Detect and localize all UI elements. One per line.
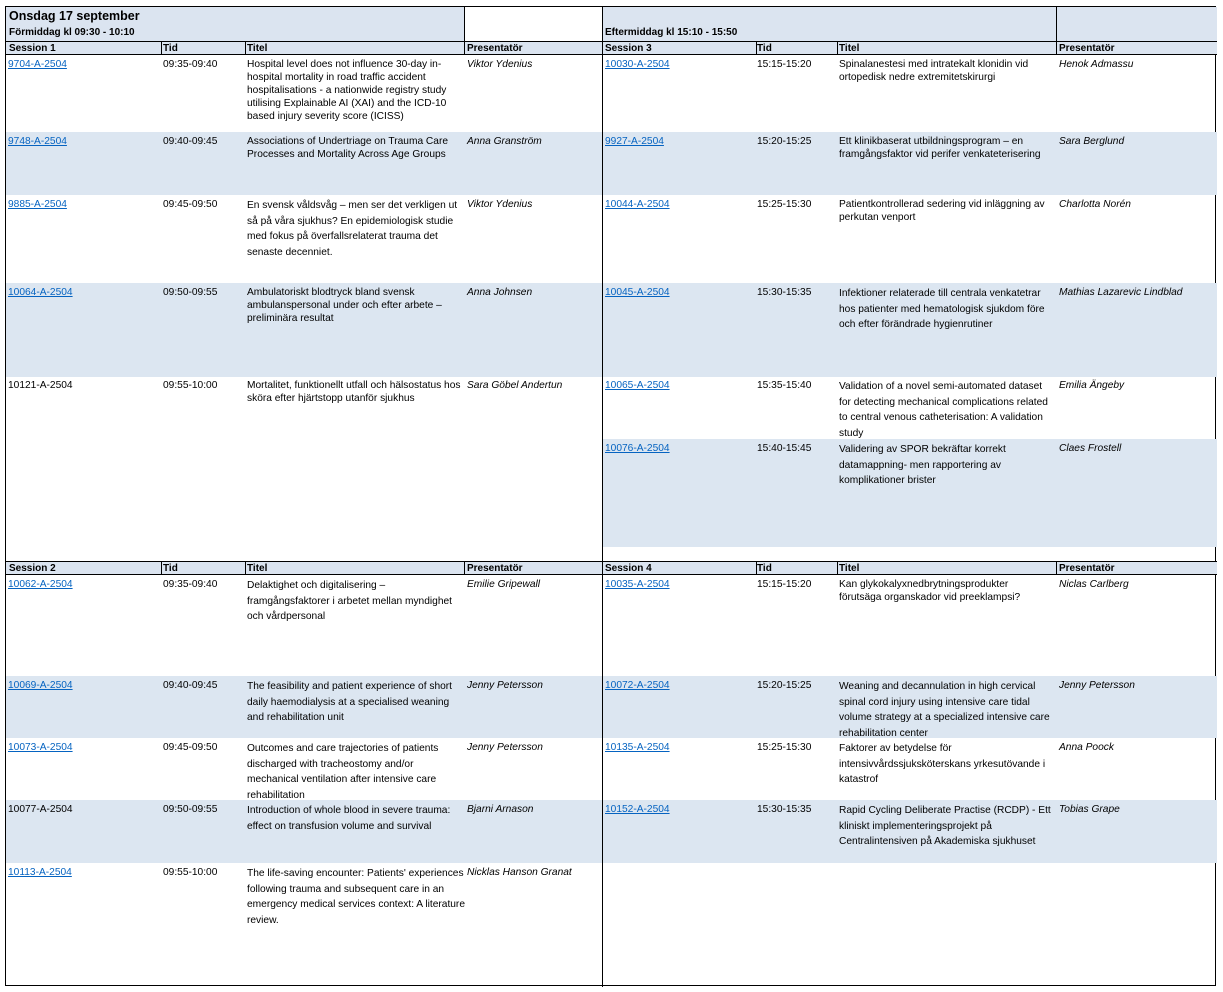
presenter-name: Anna Johnsen (467, 287, 533, 298)
table-row (6, 676, 602, 738)
afternoon-slot-label: Eftermiddag kl 15:10 - 15:50 (605, 27, 738, 38)
abstract-link[interactable]: 10152-A-2504 (605, 804, 670, 815)
time-slot: 15:30-15:35 (757, 287, 812, 298)
table-row (602, 55, 1217, 132)
presentation-title: Faktorer av betydelse för intensivvårdssjuksköterskans yrkesutövande i katastrof (839, 743, 1046, 785)
col-presenter-header: Presentatör (1059, 563, 1115, 574)
abstract-link[interactable]: 10072-A-2504 (605, 680, 670, 691)
presenter-name: Emilie Gripewall (467, 579, 541, 590)
divider (1056, 7, 1057, 41)
abstract-id: 10077-A-2504 (8, 804, 73, 815)
presentation-title: Validation of a novel semi-automated dataset for detecting mechanical complications related to central venous catheterisation: A validation study (839, 381, 1048, 439)
divider (161, 41, 162, 55)
session3-name: Session 3 (605, 43, 652, 54)
col-title-header: Titel (247, 563, 268, 574)
schedule-sheet (5, 6, 1216, 986)
abstract-link[interactable]: 9927-A-2504 (605, 136, 664, 147)
table-row (602, 439, 1217, 547)
time-slot: 09:55-10:00 (163, 380, 218, 391)
presenter-name: Jenny Petersson (467, 742, 543, 753)
abstract-link[interactable]: 9748-A-2504 (8, 136, 67, 147)
table-row (602, 132, 1217, 195)
presentation-title: En svensk våldsvåg – men ser det verkligen ut så på våra sjukhus? En epidemiologisk studie med fokus på överfallsrelaterat trauma det senaste decenniet. (247, 200, 458, 258)
presentation-title: Rapid Cycling Deliberate Practise (RCDP) - Ett kliniskt implementeringsprojekt på Centralintensiven på Akademiska sjukhuset (839, 805, 1051, 847)
table-row (6, 195, 602, 283)
abstract-link[interactable]: 10064-A-2504 (8, 287, 73, 298)
table-row (602, 738, 1217, 800)
table-row (6, 800, 602, 863)
abstract-id: 10121-A-2504 (8, 380, 73, 391)
divider (161, 561, 162, 575)
presentation-title: Hospital level does not influence 30-day in-hospital mortality in road traffic accident hospitalisations - a nationwide registry study utilising Explainable AI (XAI) and the ICD-10 based injury severity score (ICISS) (247, 59, 447, 122)
presentation-title: The feasibility and patient experience of short daily haemodialysis at a specialised weaning and rehabilitation unit (247, 681, 453, 723)
presenter-name: Niclas Carlberg (1059, 579, 1129, 590)
table-row (602, 195, 1217, 283)
time-slot: 09:40-09:45 (163, 136, 218, 147)
divider (464, 7, 465, 41)
table-row (602, 800, 1217, 863)
table-row (6, 132, 602, 195)
time-slot: 15:20-15:25 (757, 680, 812, 691)
col-title-header: Titel (247, 43, 268, 54)
divider (245, 41, 246, 55)
presenter-name: Emilia Ängeby (1059, 380, 1125, 391)
session1-name: Session 1 (9, 43, 56, 54)
presentation-title: Validering av SPOR bekräftar korrekt datamappning- men rapportering av komplikationer brister (839, 444, 1006, 486)
col-time-header: Tid (757, 43, 772, 54)
presenter-name: Anna Granström (467, 136, 542, 147)
divider (756, 561, 757, 575)
presenter-name: Charlotta Norén (1059, 199, 1131, 210)
abstract-link[interactable]: 10045-A-2504 (605, 287, 670, 298)
abstract-link[interactable]: 10113-A-2504 (8, 867, 72, 878)
presenter-name: Viktor Ydenius (467, 59, 533, 70)
abstract-link[interactable]: 10044-A-2504 (605, 199, 670, 210)
presenter-name: Nicklas Hanson Granat (467, 867, 572, 878)
table-row (6, 55, 602, 132)
table-row (602, 676, 1217, 738)
presentation-title: Weaning and decannulation in high cervical spinal cord injury using intensive care tidal volume strategy at a specialized intensive care rehabilitation center (839, 681, 1050, 739)
col-time-header: Tid (757, 563, 772, 574)
table-row (6, 863, 602, 985)
presentation-title: Infektioner relaterade till centrala venkatetrar hos patienter med hematologisk sjukdom före och efter förändrade hygienrutiner (839, 288, 1045, 330)
presentation-title: Kan glykokalyxnedbrytningsprodukter förutsäga organskador vid preeklampsi? (839, 579, 1021, 603)
time-slot: 15:35-15:40 (757, 380, 812, 391)
presentation-title: Spinalanestesi med intratekalt klonidin vid ortopedisk nedre extremitetskirurgi (839, 59, 1029, 83)
day-title: Onsdag 17 september (9, 9, 140, 23)
presenter-name: Viktor Ydenius (467, 199, 533, 210)
session4-header-row (602, 561, 1217, 575)
presentation-title: Mortalitet, funktionellt utfall och hälsostatus hos sköra efter hjärtstopp utanför sjukhus (247, 380, 461, 404)
divider (1056, 41, 1057, 55)
time-slot: 09:35-09:40 (163, 59, 218, 70)
time-slot: 15:25-15:30 (757, 742, 812, 753)
table-row (602, 575, 1217, 676)
abstract-link[interactable]: 10065-A-2504 (605, 380, 670, 391)
session1-header-row (6, 41, 602, 55)
col-title-header: Titel (839, 563, 860, 574)
time-slot: 09:55-10:00 (163, 867, 218, 878)
divider (1056, 561, 1057, 575)
abstract-link[interactable]: 10073-A-2504 (8, 742, 73, 753)
morning-slot-label: Förmiddag kl 09:30 - 10:10 (9, 27, 135, 38)
time-slot: 15:40-15:45 (757, 443, 812, 454)
time-slot: 15:25-15:30 (757, 199, 812, 210)
abstract-link[interactable]: 10062-A-2504 (8, 579, 73, 590)
table-row (6, 575, 602, 676)
presenter-name: Anna Poock (1059, 742, 1114, 753)
session4-name: Session 4 (605, 563, 652, 574)
divider (837, 41, 838, 55)
col-title-header: Titel (839, 43, 860, 54)
time-slot: 15:15-15:20 (757, 579, 812, 590)
presentation-title: The life-saving encounter: Patients' experiences following trauma and subsequent care in an emergency medical services context: A literature review. (247, 868, 465, 926)
presentation-title: Outcomes and care trajectories of patients discharged with tracheostomy and/or mechanical ventilation after intensive care rehabilitation (247, 743, 439, 801)
presenter-name: Tobias Grape (1059, 804, 1120, 815)
col-presenter-header: Presentatör (467, 43, 523, 54)
table-row (602, 283, 1217, 377)
presenter-name: Claes Frostell (1059, 443, 1122, 454)
presenter-name: Sara Berglund (1059, 136, 1125, 147)
col-presenter-header: Presentatör (1059, 43, 1115, 54)
abstract-link[interactable]: 9704-A-2504 (8, 59, 67, 70)
abstract-link[interactable]: 10035-A-2504 (605, 579, 670, 590)
presentation-title: Introduction of whole blood in severe trauma: effect on transfusion volume and survival (247, 805, 451, 832)
table-row (6, 377, 602, 561)
presenter-name: Mathias Lazarevic Lindblad (1059, 287, 1183, 298)
abstract-link[interactable]: 10135-A-2504 (605, 742, 670, 753)
abstract-link[interactable]: 10076-A-2504 (605, 443, 670, 454)
time-slot: 15:30-15:35 (757, 804, 812, 815)
presenter-name: Henok Admassu (1059, 59, 1134, 70)
divider (837, 561, 838, 575)
divider (245, 561, 246, 575)
time-slot: 09:50-09:55 (163, 287, 218, 298)
table-row (6, 283, 602, 377)
abstract-link[interactable]: 9885-A-2504 (8, 199, 67, 210)
table-row (6, 738, 602, 800)
presentation-title: Ambulatoriskt blodtryck bland svensk ambulanspersonal under och efter arbete – preliminära resultat (247, 287, 442, 324)
session2-name: Session 2 (9, 563, 56, 574)
presentation-title: Delaktighet och digitalisering – framgångsfaktorer i arbetet mellan myndighet och vårdpersonal (247, 580, 452, 622)
table-row (602, 377, 1217, 439)
divider (464, 561, 465, 575)
time-slot: 09:50-09:55 (163, 804, 218, 815)
col-time-header: Tid (163, 43, 178, 54)
presenter-name: Bjarni Arnason (467, 804, 534, 815)
abstract-link[interactable]: 10030-A-2504 (605, 59, 670, 70)
presentation-title: Patientkontrollerad sedering vid inläggning av perkutan venport (839, 199, 1045, 223)
presentation-title: Associations of Undertriage on Trauma Care Processes and Mortality Across Age Groups (247, 136, 449, 160)
col-time-header: Tid (163, 563, 178, 574)
abstract-link[interactable]: 10069-A-2504 (8, 680, 73, 691)
time-slot: 09:45-09:50 (163, 742, 218, 753)
time-slot: 09:35-09:40 (163, 579, 218, 590)
time-slot: 15:15-15:20 (757, 59, 812, 70)
divider (464, 41, 465, 55)
presenter-name: Sara Göbel Andertun (467, 380, 563, 391)
time-slot: 15:20-15:25 (757, 136, 812, 147)
presentation-title: Ett klinikbaserat utbildningsprogram – en framgångsfaktor vid perifer venkateterisering (839, 136, 1041, 160)
divider (602, 7, 603, 987)
presenter-name: Jenny Petersson (1059, 680, 1135, 691)
divider (756, 41, 757, 55)
col-presenter-header: Presentatör (467, 563, 523, 574)
session2-header-row (6, 561, 602, 575)
time-slot: 09:40-09:45 (163, 680, 218, 691)
time-slot: 09:45-09:50 (163, 199, 218, 210)
presenter-name: Jenny Petersson (467, 680, 543, 691)
session3-header-row (602, 41, 1217, 55)
